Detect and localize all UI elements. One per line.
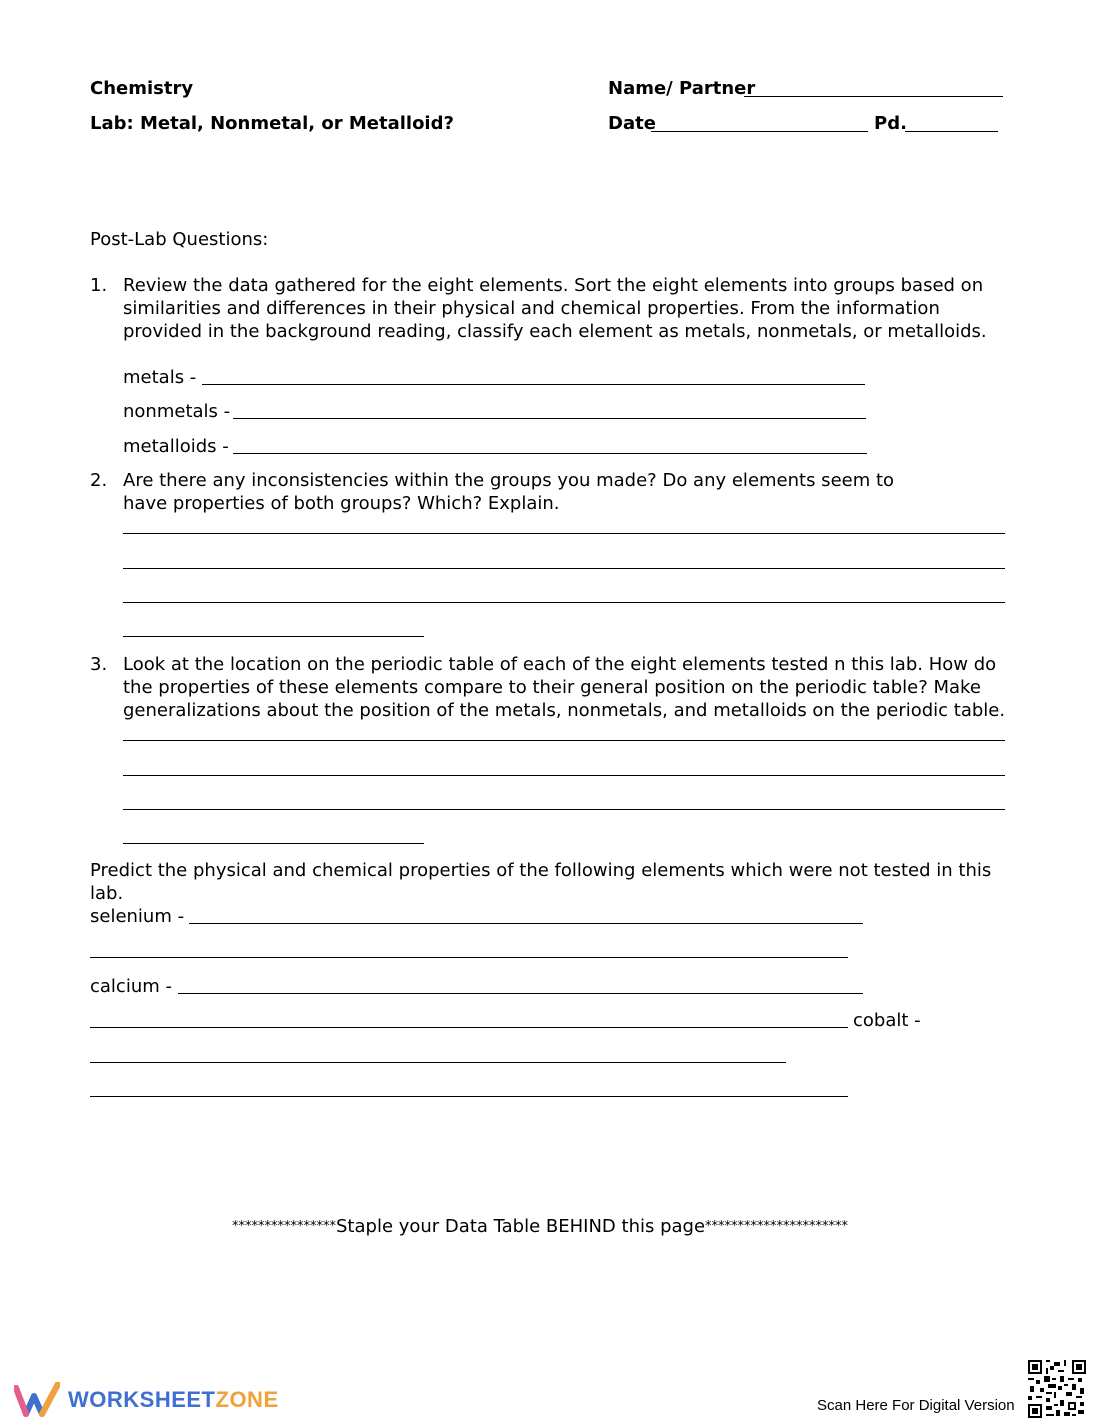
metalloids-label: metalloids - <box>123 436 229 457</box>
staple-note-stars-right: ********************** <box>705 1219 849 1234</box>
cobalt-label: cobalt - <box>853 1010 921 1031</box>
metals-field[interactable] <box>202 384 865 385</box>
logo-text-zone: ZONE <box>215 1387 279 1412</box>
staple-note <box>232 1215 848 1238</box>
staple-note-text: Staple your Data Table BEHIND this page <box>336 1216 706 1237</box>
calcium-label: calcium - <box>90 976 172 997</box>
selenium-label: selenium - <box>90 906 185 927</box>
worksheetzone-logo <box>68 1387 279 1413</box>
name-label: Name/ Partner <box>608 78 756 99</box>
metalloids-field[interactable] <box>233 453 867 454</box>
selenium-field[interactable] <box>189 923 863 924</box>
nonmetals-field[interactable] <box>233 418 866 419</box>
calcium-field[interactable] <box>178 993 863 994</box>
scan-text: Scan Here For Digital Version <box>817 1397 1015 1414</box>
name-field[interactable] <box>744 96 1003 97</box>
section-title: Post-Lab Questions: <box>90 229 269 250</box>
selenium-field-continued[interactable] <box>90 957 848 958</box>
date-label: Date <box>608 113 656 134</box>
answer-line[interactable] <box>123 602 1005 603</box>
cobalt-field-continued[interactable] <box>90 1096 848 1097</box>
answer-line[interactable] <box>123 636 424 637</box>
date-field[interactable] <box>651 131 868 132</box>
logo-text-worksheet: WORKSHEET <box>68 1387 216 1412</box>
period-label: Pd. <box>874 113 907 134</box>
qr-code-icon[interactable] <box>1028 1360 1086 1418</box>
question-2-number: 2. <box>90 470 108 491</box>
nonmetals-label: nonmetals - <box>123 401 231 422</box>
worksheetzone-logo-icon <box>14 1382 60 1418</box>
question-1-number: 1. <box>90 275 108 296</box>
calcium-field-continued[interactable] <box>90 1027 848 1028</box>
cobalt-field[interactable] <box>90 1062 786 1063</box>
answer-line[interactable] <box>123 740 1005 741</box>
question-3-text: Look at the location on the periodic table of each of the eight elements tested n this lab. How do the properties of these elements compare to their general position on the periodic table? Make generalizations about the position of the metals, nonmetals, and metalloids on the periodic table. <box>123 654 1006 721</box>
answer-line[interactable] <box>123 568 1005 569</box>
answer-line[interactable] <box>123 809 1005 810</box>
question-2-text: Are there any inconsistencies within the groups you made? Do any elements seem to have properties of both groups? Which? Explain. <box>123 470 895 514</box>
metals-label: metals - <box>123 367 197 388</box>
answer-line[interactable] <box>123 533 1005 534</box>
predict-instructions: Predict the physical and chemical properties of the following elements which were not tested in this lab. <box>90 860 992 904</box>
answer-line[interactable] <box>123 775 1005 776</box>
answer-line[interactable] <box>123 843 424 844</box>
subject-title: Chemistry <box>90 78 194 99</box>
lab-title: Lab: Metal, Nonmetal, or Metalloid? <box>90 113 454 134</box>
question-1-text: Review the data gathered for the eight elements. Sort the eight elements into groups based on similarities and differences in their physical and chemical properties. From the information provided in the background reading, classify each element as metals, nonmetals, or metalloids. <box>123 275 987 342</box>
period-field[interactable] <box>905 131 998 132</box>
staple-note-stars-left: **************** <box>232 1219 336 1234</box>
question-3-number: 3. <box>90 654 108 675</box>
